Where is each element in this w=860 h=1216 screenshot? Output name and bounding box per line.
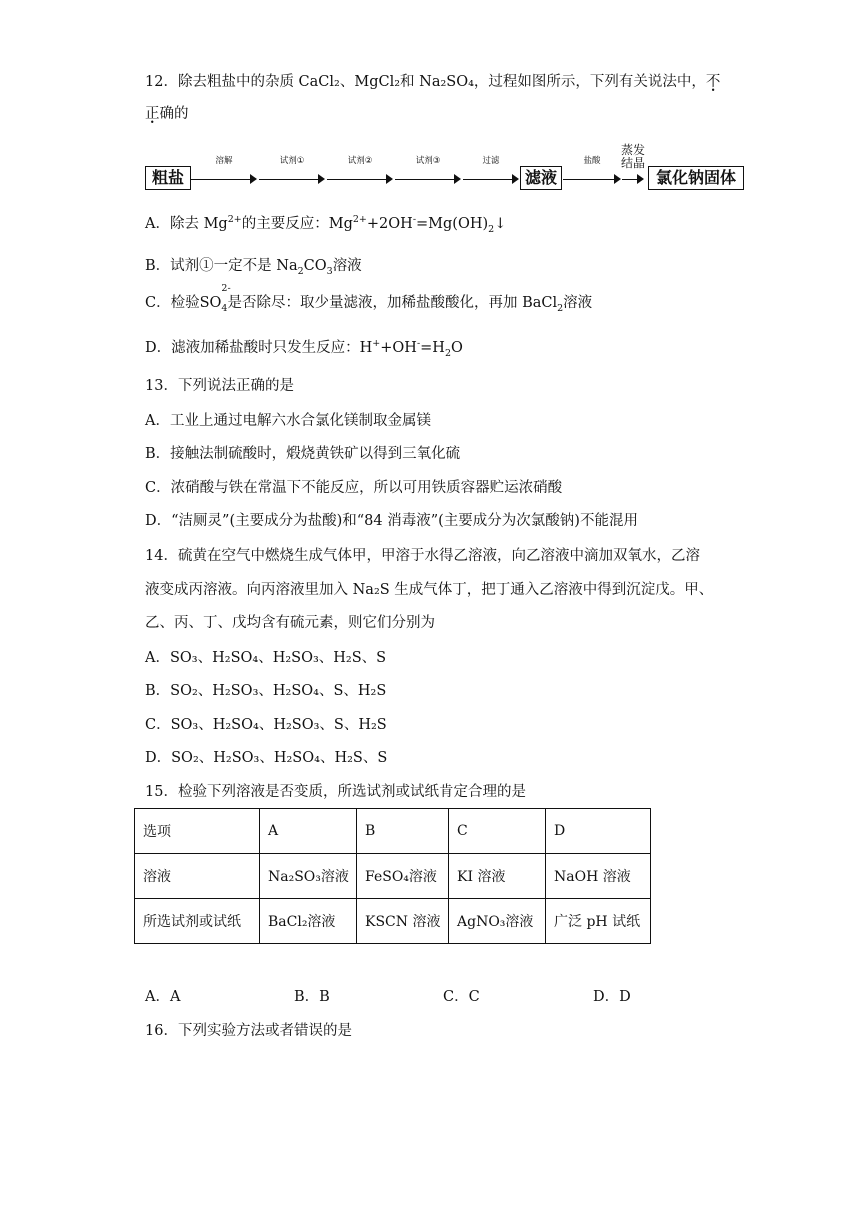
flow-label-1: 溶解	[215, 156, 233, 166]
flow-arrow-7	[622, 166, 644, 180]
table-cell: NaOH 溶液	[546, 854, 651, 899]
q12-option-c: C．检验SO $_{2- 4}$是否除尽：取少量滤液，加稀盐酸酸化，再加 BaCl$_2$溶液	[145, 282, 593, 314]
q15-stem: 15．检验下列溶液是否变质，所选试剂或试纸肯定合理的是	[145, 784, 526, 800]
q14-stem-line1: 14．硫黄在空气中燃烧生成气体甲，甲溶于水得乙溶液，向乙溶液中滴加双氧水，乙溶	[145, 548, 700, 564]
flow-label-3: 试剂②	[347, 156, 373, 166]
q13-option-a: A．工业上通过电解六水合氯化镁制取金属镁	[145, 413, 431, 429]
table-cell: 选项	[135, 809, 260, 854]
q12-stem-line1	[145, 72, 720, 92]
table-cell: 所选试剂或试纸	[135, 899, 260, 944]
table-cell: 溶液	[135, 854, 260, 899]
arrow-icon	[512, 174, 519, 184]
q13-option-b: B．接触法制硫酸时，煅烧黄铁矿以得到三氧化硫	[145, 446, 461, 462]
flow-arrow-3	[327, 156, 393, 180]
arrow-icon	[454, 174, 461, 184]
table-cell: B	[357, 809, 449, 854]
q16-stem: 16．下列实验方法或者错误的是	[145, 1023, 352, 1039]
flow-label-evap-top: 蒸发	[621, 143, 646, 157]
table-cell: 广泛 pH 试纸	[546, 899, 651, 944]
flow-label-evap-bottom: 结晶	[621, 156, 646, 170]
table-cell: KSCN 溶液	[357, 899, 449, 944]
q15-options-table	[134, 808, 651, 944]
q14-stem-line2: 液变成丙溶液。向丙溶液里加入 Na₂S 生成气体丁，把丁通入乙溶液中得到沉淀戊。甲、	[145, 582, 714, 598]
q12-option-d: D．滤液加稀盐酸时只发生反应：$H^++OH^-=H_2O$	[145, 338, 463, 359]
q12-option-a: A．除去 $Mg^{2+}$的主要反应：$Mg^{2+}+2OH^-=Mg(OH)_2↓$	[145, 214, 507, 235]
q15-answer-c: C．C	[443, 989, 480, 1005]
arrow-icon	[318, 174, 325, 184]
arrow-icon	[250, 174, 257, 184]
flow-label-4: 试剂③	[415, 156, 441, 166]
arrow-icon	[637, 174, 644, 184]
q12-option-b: B．试剂①一定不是 $Na_2CO_3$溶液	[145, 258, 362, 277]
q14-stem-line3: 乙、丙、丁、戊均含有硫元素，则它们分别为	[145, 615, 435, 631]
q14-option-c: C．SO₃、H₂SO₄、H₂SO₃、S、H₂S	[145, 717, 387, 733]
q15-answer-b: B．B	[294, 989, 330, 1005]
table-cell: FeSO₄溶液	[357, 854, 449, 899]
q15-answer-a: A．A	[145, 989, 181, 1005]
table-row	[135, 899, 651, 944]
q12-stem-line2	[145, 104, 189, 124]
table-row	[135, 809, 651, 854]
q12-stem-text-2: 确的	[159, 106, 189, 122]
q13-option-d: D．“洁厕灵”(主要成分为盐酸)和“84 消毒液”(主要成分为次氯酸钠)不能混用	[145, 513, 638, 529]
flow-arrow-2	[259, 156, 325, 180]
q14-option-a: A．SO₃、H₂SO₄、H₂SO₃、H₂S、S	[145, 650, 387, 666]
flow-box-filtrate: 滤液	[520, 166, 562, 190]
table-cell: KI 溶液	[449, 854, 546, 899]
flow-box-nacl-solid: 氯化钠固体	[648, 166, 744, 190]
arrow-icon	[614, 174, 621, 184]
flow-arrow-6	[563, 156, 621, 180]
q15-answer-d: D．D	[593, 989, 631, 1005]
flow-box-crude-salt: 粗盐	[145, 166, 191, 190]
flow-arrow-4	[395, 156, 461, 180]
flow-label-5: 过滤	[482, 156, 500, 166]
table-row	[135, 854, 651, 899]
q13-option-c: C．浓硝酸与铁在常温下不能反应，所以可用铁质容器贮运浓硝酸	[145, 480, 563, 496]
q13-stem: 13．下列说法正确的是	[145, 378, 294, 394]
flow-label-acid: 盐酸	[583, 156, 601, 166]
flow-label-2: 试剂①	[279, 156, 305, 166]
table-cell: BaCl₂溶液	[260, 899, 357, 944]
q12-stem-text: 12．除去粗盐中的杂质 CaCl₂、MgCl₂和 Na₂SO₄，过程如图所示，下列有关说法中，	[145, 74, 706, 90]
q12-process-flow	[145, 143, 745, 196]
q14-option-b: B．SO₂、H₂SO₃、H₂SO₄、S、H₂S	[145, 683, 387, 699]
q12-emphasis-char-2: 正	[145, 106, 160, 122]
flow-arrow-5	[463, 156, 519, 180]
arrow-icon	[386, 174, 393, 184]
flow-arrow-1	[191, 156, 257, 180]
table-cell: AgNO₃溶液	[449, 899, 546, 944]
q12-emphasis-char: 不	[705, 74, 721, 90]
table-cell: D	[546, 809, 651, 854]
table-cell: A	[260, 809, 357, 854]
table-cell: Na₂SO₃溶液	[260, 854, 357, 899]
table-cell: C	[449, 809, 546, 854]
q14-option-d: D．SO₂、H₂SO₃、H₂SO₄、H₂S、S	[145, 750, 388, 766]
